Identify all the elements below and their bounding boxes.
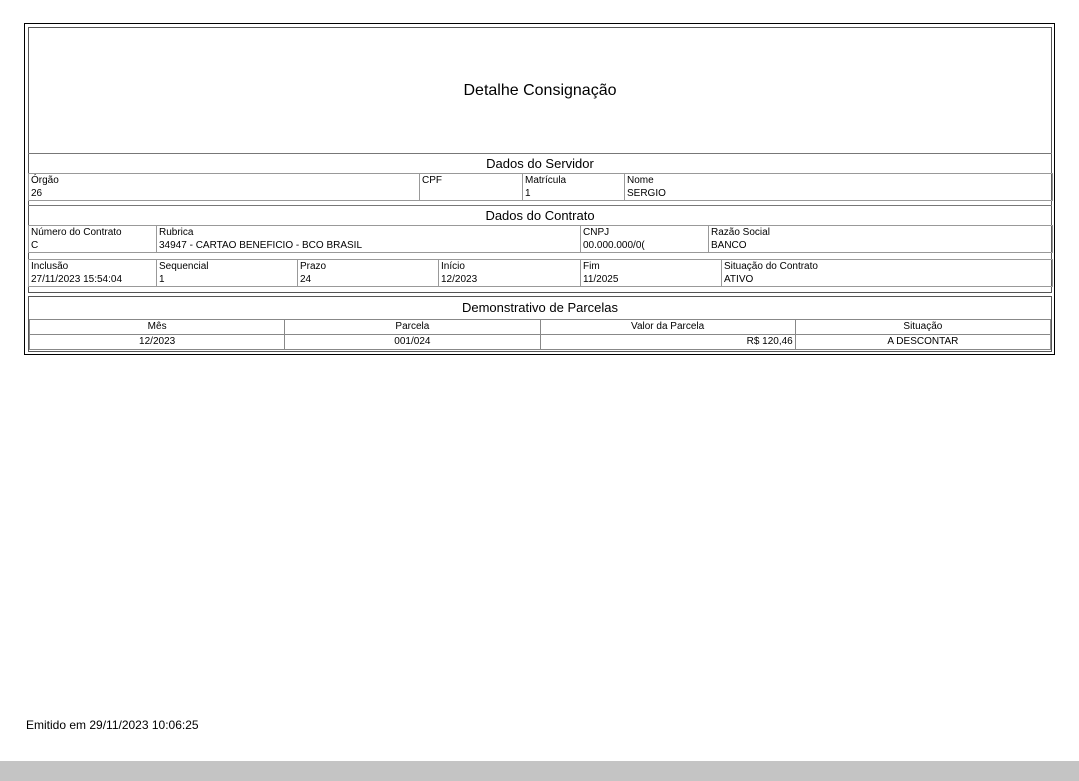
razao-label: Razão Social xyxy=(709,226,1053,240)
mes-cell: 12/2023 xyxy=(30,335,285,350)
nome-label: Nome xyxy=(625,174,1053,188)
fim-value: 11/2025 xyxy=(581,273,722,287)
numero-value: C xyxy=(29,239,157,253)
rubrica-value: 34947 - CARTAO BENEFICIO - BCO BRASIL xyxy=(157,239,581,253)
parcelas-table xyxy=(29,319,1051,350)
rubrica-label: Rubrica xyxy=(157,226,581,240)
page-title: Detalhe Consignação xyxy=(463,82,617,99)
col-mes: Mês xyxy=(30,320,285,335)
matricula-label: Matrícula xyxy=(523,174,625,188)
col-situacao: Situação xyxy=(795,320,1050,335)
situacao-contrato-value: ATIVO xyxy=(722,273,1053,287)
servidor-table xyxy=(28,173,1053,201)
valor-cell: R$ 120,46 xyxy=(540,335,795,350)
prazo-value: 24 xyxy=(298,273,439,287)
cpf-label: CPF xyxy=(420,174,523,188)
parcelas-header-row xyxy=(30,320,1051,335)
col-valor: Valor da Parcela xyxy=(540,320,795,335)
cnpj-label: CNPJ xyxy=(581,226,709,240)
inclusao-label: Inclusão xyxy=(29,260,157,274)
inclusao-value: 27/11/2023 15:54:04 xyxy=(29,273,157,287)
orgao-label: Órgão xyxy=(29,174,420,188)
orgao-value: 26 xyxy=(29,187,420,201)
servidor-heading: Dados do Servidor xyxy=(28,153,1052,173)
parcelas-heading: Demonstrativo de Parcelas xyxy=(461,300,619,315)
sequencial-label: Sequencial xyxy=(157,260,298,274)
matricula-value: 1 xyxy=(523,187,625,201)
parcela-cell: 001/024 xyxy=(285,335,540,350)
cpf-value xyxy=(420,187,523,201)
situacao-cell: A DESCONTAR xyxy=(795,335,1050,350)
numero-label: Número do Contrato xyxy=(29,226,157,240)
prazo-label: Prazo xyxy=(298,260,439,274)
situacao-contrato-label: Situação do Contrato xyxy=(722,260,1053,274)
sequencial-value: 1 xyxy=(157,273,298,287)
nome-value: SERGIO xyxy=(625,187,1053,201)
col-parcela: Parcela xyxy=(285,320,540,335)
contrato-table-2 xyxy=(28,259,1053,287)
contrato-table-1 xyxy=(28,225,1053,253)
contrato-heading: Dados do Contrato xyxy=(28,205,1052,225)
viewer-bottom-bar xyxy=(0,761,1079,781)
razao-value: BANCO xyxy=(709,239,1053,253)
fim-label: Fim xyxy=(581,260,722,274)
table-row xyxy=(30,335,1051,350)
issued-timestamp: Emitido em 29/11/2023 10:06:25 xyxy=(26,718,199,732)
cnpj-value: 00.000.000/0( xyxy=(581,239,709,253)
inicio-label: Início xyxy=(439,260,581,274)
inicio-value: 12/2023 xyxy=(439,273,581,287)
